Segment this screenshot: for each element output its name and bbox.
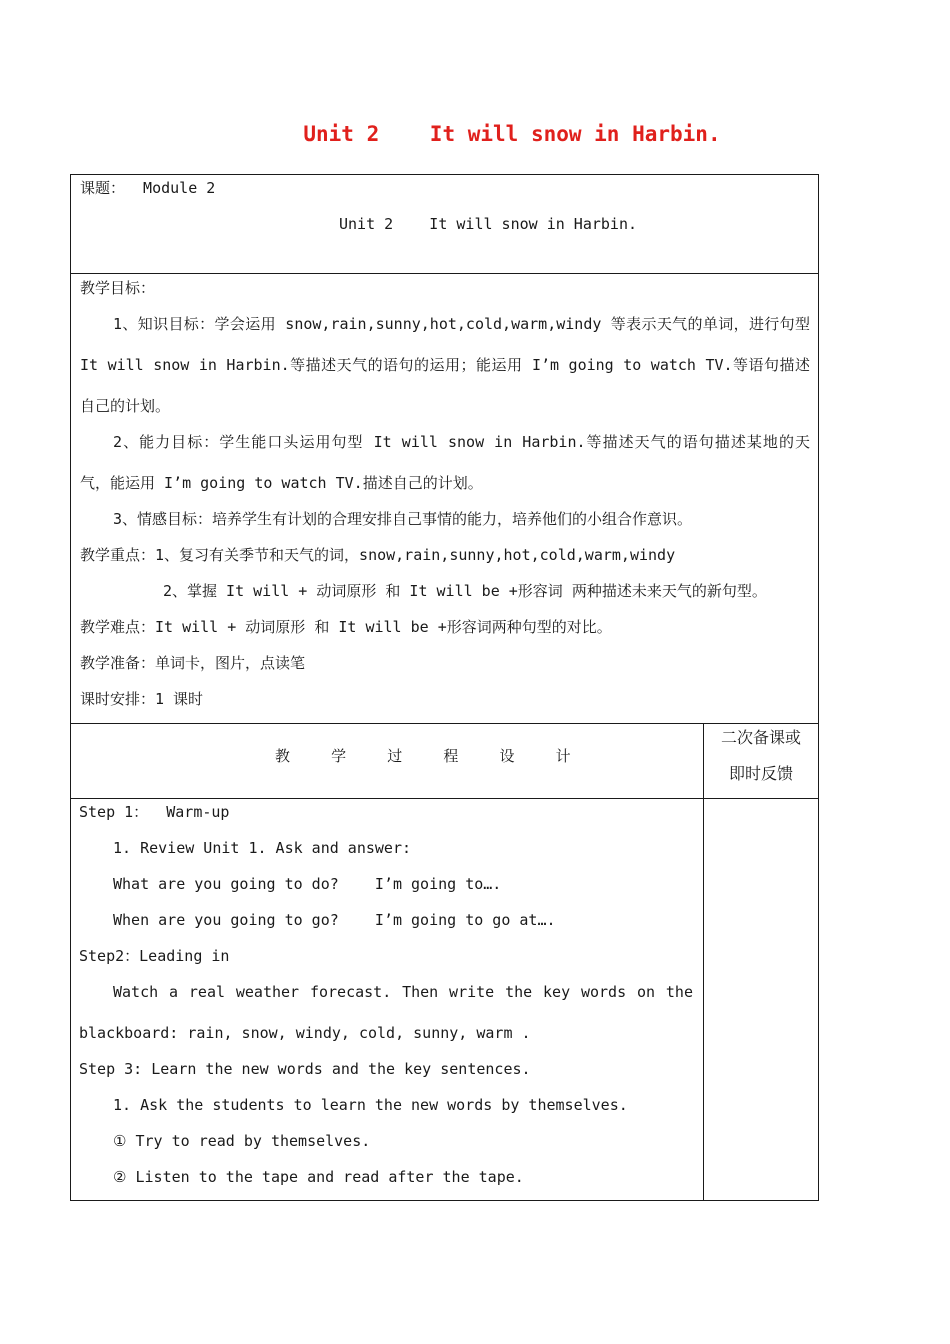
ability-objective-line-2: 气，能运用 I’m going to watch TV.描述自己的计划。 [80, 474, 483, 492]
topic-label: 课题： Module 2 [80, 179, 216, 197]
step-1-heading: Step 1： Warm-up [79, 803, 230, 821]
knowledge-objective-line-2: It will snow in Harbin.等描述天气的语句的运用；能运用 I’m going to watch TV.等语句描述 [80, 356, 810, 374]
key-points-line-2: 2、掌握 It will + 动词原形 和 It will be +形容词 两种描述未来天气的新句型。 [163, 582, 767, 600]
process-line: 1. Review Unit 1. Ask and answer: [113, 839, 412, 857]
side-heading-line-1: 二次备课或 [720, 728, 801, 747]
process-line: 1. Ask the students to learn the new words by themselves. [113, 1096, 628, 1114]
process-heading: 教 学 过 程 设 计 [275, 747, 572, 765]
table-border-bottom [70, 1200, 819, 1201]
topic-subtitle: Unit 2 It will snow in Harbin. [339, 215, 638, 233]
process-line: ① Try to read by themselves. [113, 1132, 371, 1150]
table-border-top [70, 174, 819, 175]
knowledge-objective-line-1: 1、知识目标：学会运用 snow,rain,sunny,hot,cold,warm,windy 等表示天气的单词，进行句型 [113, 315, 810, 333]
difficulty: 教学难点：It will + 动词原形 和 It will be +形容词两种句型的对比。 [80, 618, 612, 636]
step-3-heading: Step 3: Learn the new words and the key sentences. [79, 1060, 531, 1078]
side-heading-line-2: 即时反馈 [728, 764, 793, 783]
objectives-heading: 教学目标： [80, 279, 156, 297]
process-line: When are you going to go? I’m going to go at…. [113, 911, 556, 929]
page-title: Unit 2 It will snow in Harbin. [303, 122, 721, 146]
process-line: What are you going to do? I’m going to…. [113, 875, 502, 893]
knowledge-objective-line-3: 自己的计划。 [80, 397, 171, 415]
table-column-divider [703, 723, 704, 1201]
process-line: Watch a real weather forecast. Then write the key words on the [113, 983, 693, 1001]
process-line: blackboard: rain, snow, windy, cold, sunny, warm . [79, 1024, 531, 1042]
ability-objective-line-1: 2、能力目标：学生能口头运用句型 It will snow in Harbin.等描述天气的语句描述某地的天 [113, 433, 810, 451]
table-border-left [70, 174, 71, 1201]
schedule: 课时安排：1 课时 [80, 690, 204, 708]
step-2-heading: Step2：Leading in [79, 947, 230, 965]
key-points-line-1: 教学重点：1、复习有关季节和天气的词，snow,rain,sunny,hot,cold,warm,windy [80, 546, 676, 564]
table-divider-process-header [70, 798, 819, 799]
table-divider-objectives [70, 723, 819, 724]
emotion-objective: 3、情感目标：培养学生有计划的合理安排自己事情的能力，培养他们的小组合作意识。 [113, 510, 693, 528]
process-line: ② Listen to the tape and read after the tape. [113, 1168, 524, 1186]
table-divider-topic [70, 273, 819, 274]
table-border-right [818, 174, 819, 1201]
preparation: 教学准备：单词卡，图片，点读笔 [80, 654, 306, 672]
